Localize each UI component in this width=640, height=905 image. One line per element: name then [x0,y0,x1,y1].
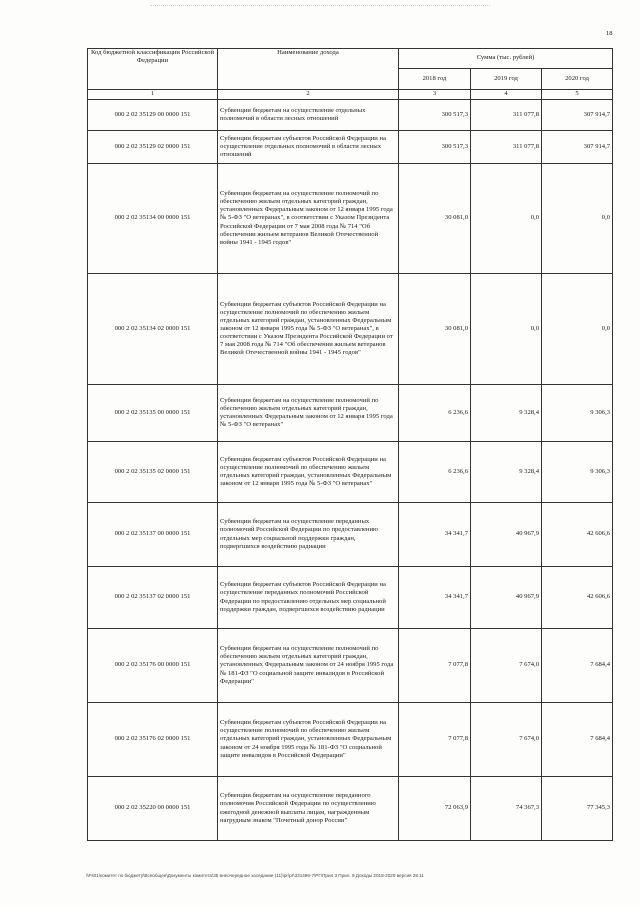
value-2019: 311 077,8 [471,100,542,131]
table-row [88,385,613,442]
value-2020: 9 306,3 [542,385,613,442]
header-year-2019: 2019 год [471,69,542,90]
value-2018: 7 077,8 [399,629,471,703]
file-path-footer: \\Fs01\комитет по бюджету\Всеобщее\Документы комитета\35 внеочередное заседание (11)\pr\pr\331496-7\РГ\Прил 3 Прил. 9 Доходы 2018-2020 версия 28.11 [86,873,424,878]
value-2018: 300 517,3 [399,131,471,164]
value-2019: 7 674,0 [471,703,542,777]
value-2018: 34 341,7 [399,567,471,629]
value-2019: 9 328,4 [471,385,542,442]
value-2020: 0,0 [542,164,613,274]
value-2020: 7 684,4 [542,629,613,703]
budget-code: 000 2 02 35135 00 0000 151 [88,385,218,442]
value-2018: 6 236,6 [399,442,471,503]
revenue-name: Субвенции бюджетам субъектов Российской Федерации на осуществление полномочий по обеспечению жильем отдельных категорий граждан, установленных Федеральным законом от 12 января 1995 года № 5-ФЗ "О ветеранах", в соответствии с Указом Президента Российской Федерации от 7 мая 2008 года № 714 "Об обеспечении жильем ветеранов Великой Отечественной войны 1941 - 1945 годов" [218,274,399,385]
budget-code: 000 2 02 35129 00 0000 151 [88,100,218,131]
value-2018: 6 236,6 [399,385,471,442]
revenue-name: Субвенции бюджетам субъектов Российской Федерации на осуществление переданных полномочий Российской Федерации по предоставлению отдельных мер социальной поддержки граждан, подвергшихся воздействию радиации [218,567,399,629]
table-row [88,703,613,777]
column-number: 1 [88,90,218,100]
budget-code: 000 2 02 35135 02 0000 151 [88,442,218,503]
header-year-2020: 2020 год [542,69,613,90]
value-2020: 77 345,3 [542,777,613,841]
value-2019: 311 077,8 [471,131,542,164]
table-row [88,442,613,503]
value-2019: 40 967,9 [471,567,542,629]
value-2020: 307 914,7 [542,131,613,164]
value-2019: 7 674,0 [471,629,542,703]
table-row [88,777,613,841]
budget-code: 000 2 02 35134 02 0000 151 [88,274,218,385]
budget-code: 000 2 02 35134 00 0000 151 [88,164,218,274]
value-2020: 42 606,6 [542,567,613,629]
budget-code: 000 2 02 35176 00 0000 151 [88,629,218,703]
value-2020: 9 306,3 [542,442,613,503]
table-row [88,100,613,131]
page-number: 18 [606,30,613,37]
revenue-table [87,48,613,841]
column-number: 5 [542,90,613,100]
revenue-name: Субвенции бюджетам субъектов Российской Федерации на осуществление полномочий по обеспечению жильем отдельных категорий граждан, установленных Федеральным законом от 24 ноября 1995 года № 181-ФЗ "О социальной защите инвалидов в Российской Федерации" [218,703,399,777]
value-2018: 7 077,8 [399,703,471,777]
column-number: 4 [471,90,542,100]
revenue-name: Субвенции бюджетам субъектов Российской Федерации на осуществление полномочий по обеспечению жильем отдельных категорий граждан, установленных Федеральным законом от 12 января 1995 года № 5-ФЗ "О ветеранах" [218,442,399,503]
revenue-name: Субвенции бюджетам на осуществление отдельных полномочий в области лесных отношений [218,100,399,131]
value-2018: 72 063,9 [399,777,471,841]
value-2018: 34 341,7 [399,503,471,567]
value-2020: 7 684,4 [542,703,613,777]
value-2020: 0,0 [542,274,613,385]
column-number: 2 [218,90,399,100]
header-sum: Сумма (тыс. рублей) [399,49,613,69]
header-year-2018: 2018 год [399,69,471,90]
value-2019: 0,0 [471,164,542,274]
revenue-name: Субвенции бюджетам на осуществление переданных полномочий Российской Федерации по предоставлению отдельных мер социальной поддержки граждан, подвергшихся воздействию радиации [218,503,399,567]
table-row [88,567,613,629]
table-row [88,503,613,567]
value-2020: 307 914,7 [542,100,613,131]
budget-code: 000 2 02 35137 00 0000 151 [88,503,218,567]
table-row [88,629,613,703]
budget-code: 000 2 02 35137 02 0000 151 [88,567,218,629]
budget-code: 000 2 02 35220 00 0000 151 [88,777,218,841]
budget-code: 000 2 02 35129 02 0000 151 [88,131,218,164]
revenue-name: Субвенции бюджетам на осуществление полномочий по обеспечению жильем отдельных категорий граждан, установленных Федеральным законом от 24 ноября 1995 года № 181-ФЗ "О социальной защите инвалидов в Российской Федерации" [218,629,399,703]
value-2019: 9 328,4 [471,442,542,503]
scan-top-line [150,5,490,6]
value-2019: 74 367,3 [471,777,542,841]
column-number: 3 [399,90,471,100]
revenue-name: Субвенции бюджетам на осуществление полномочий по обеспечению жильем отдельных категорий граждан, установленных Федеральным законом от 12 января 1995 года № 5-ФЗ "О ветеранах" [218,385,399,442]
value-2018: 30 081,0 [399,274,471,385]
table-row [88,274,613,385]
value-2019: 40 967,9 [471,503,542,567]
table-row [88,164,613,274]
revenue-name: Субвенции бюджетам на осуществление полномочий по обеспечению жильем отдельных категорий граждан, установленных Федеральным законом от 12 января 1995 года № 5-ФЗ "О ветеранах", в соответствии с Указом Президента Российской Федерации от 7 мая 2008 года № 714 "Об обеспечении жильем ветеранов Великой Отечественной войны 1941 - 1945 годов" [218,164,399,274]
value-2018: 300 517,3 [399,100,471,131]
header-name: Наименование дохода [218,49,399,90]
value-2018: 30 081,0 [399,164,471,274]
value-2019: 0,0 [471,274,542,385]
budget-code: 000 2 02 35176 02 0000 151 [88,703,218,777]
revenue-name: Субвенции бюджетам на осуществление переданного полномочия Российской Федерации по осуществлению ежегодной денежной выплаты лицам, награжденным нагрудным знаком "Почетный донор России" [218,777,399,841]
header-code: Код бюджетной классификации Российской Федерации [88,49,218,90]
value-2020: 42 606,6 [542,503,613,567]
table-row [88,131,613,164]
revenue-name: Субвенции бюджетам субъектов Российской Федерации на осуществление отдельных полномочий в области лесных отношений [218,131,399,164]
